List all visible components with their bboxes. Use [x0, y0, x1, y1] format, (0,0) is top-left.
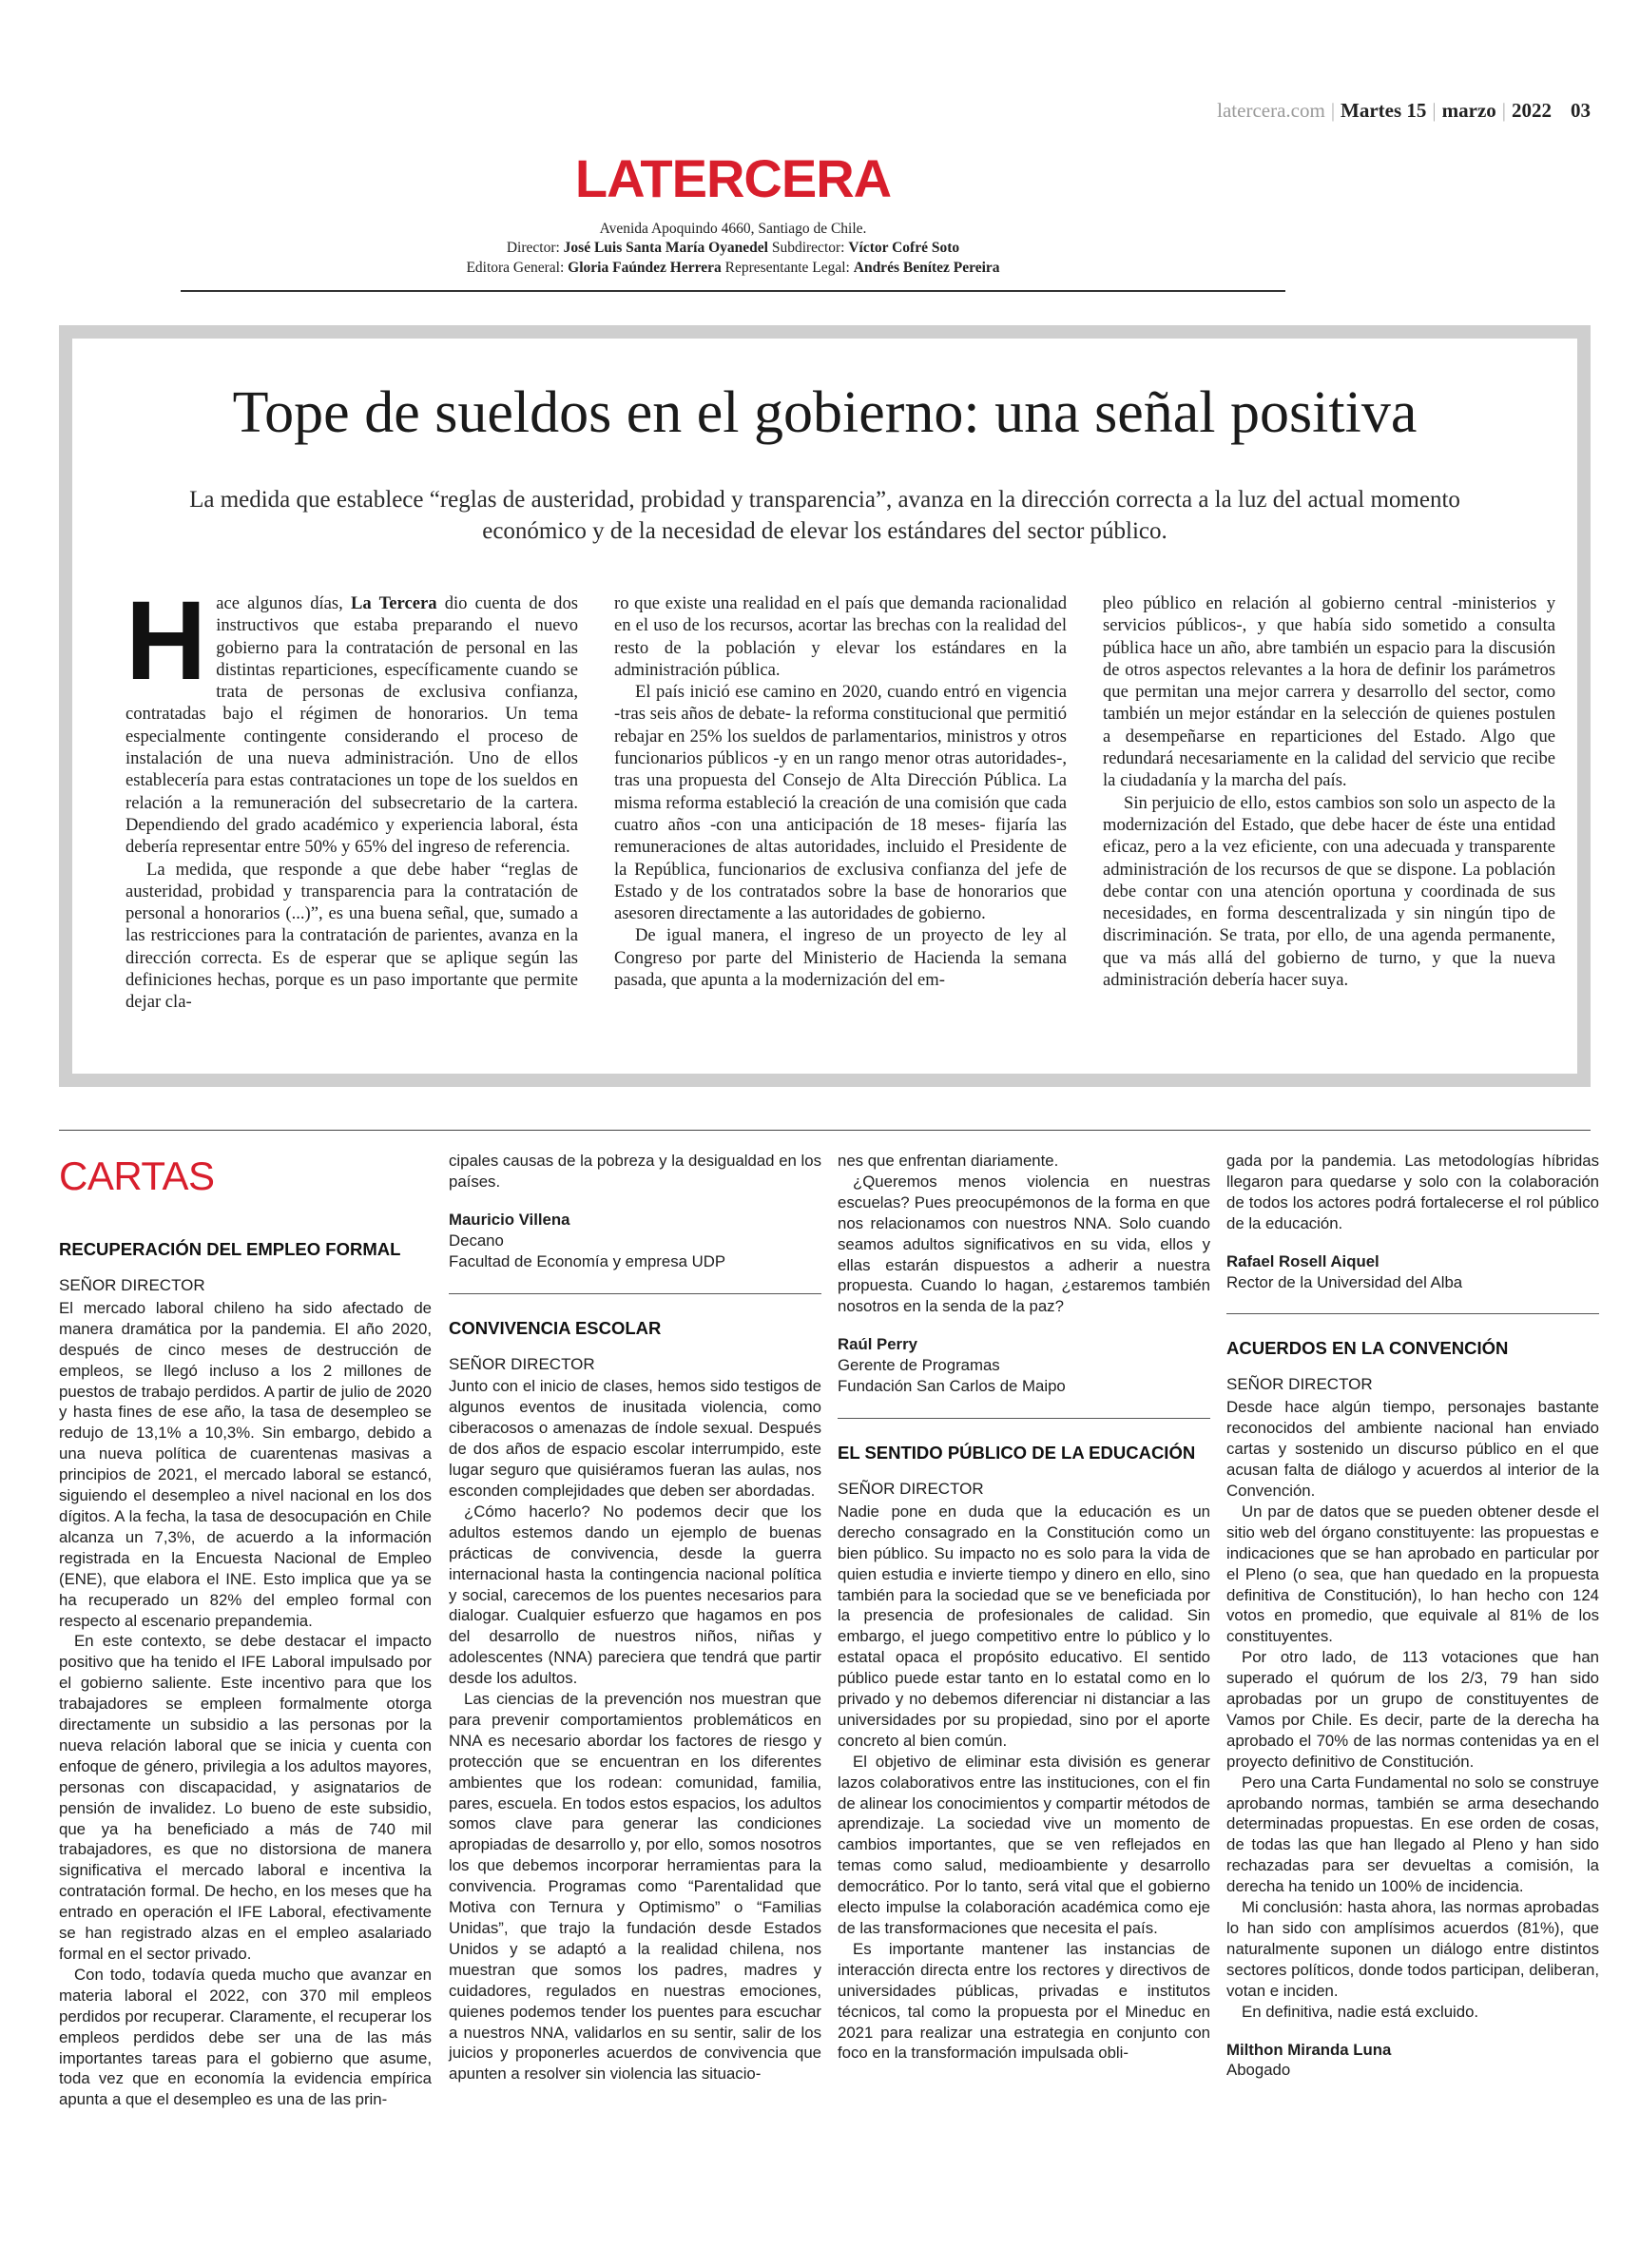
letter-paragraph: Con todo, todavía queda mucho que avanzar en materia laboral el 2022, con 370 mil empleos perdidos por recuperar. Claramente, el recuperar los empleos perdidos debe ser una de las más importantes tareas para el gobierno que asume, toda vez que en economía la evidencia empírica apunta a que el desempleo es una de las prin- [59, 1965, 432, 2109]
editorial-text: ace algunos días, [216, 593, 352, 613]
letter-paragraph: En definitiva, nadie está excluido. [1242, 2002, 1479, 2021]
letter-paragraph: El mercado laboral chileno ha sido afectado de manera dramática por la pandemia. El año 2020, después de cinco meses de destrucción de empleos, se llegó incluso a los 2 millones de puestos de trabajo perdidos. A partir de julio de 2020 y hasta fines de ese año, la tasa de desempleo se redujo de 13,1% a 10,3%. Sin embargo, debido a una nueva política de cuarentenas masivas a principios de 2021, el mercado laboral se estancó, siguiendo el desempleo a nivel nacional en los dos dígitos. A la fecha, la tasa de desocupación en Chile alcanza un 7,3%, de acuerdo a la información registrada en la Encuesta Nacional de Empleo (ENE), que elabora el INE. Esto implica que ya se ha recuperado un 82% del empleo formal con respecto al escenario prepandemia. [59, 1298, 432, 1630]
editorial-paragraph: De igual manera, el ingreso de un proyecto de ley al Congreso por parte del Ministerio de Hacienda la semana pasada, que apunta a la modernización del em- [614, 925, 1067, 991]
legal-name: Andrés Benítez Pereira [853, 260, 1000, 276]
editorial-paragraph: ro que existe una realidad en el país que demanda racionalidad en el uso de los recursos, acortar las brechas con la realidad del resto de la población y elevar los estándares en la administración pública. [614, 593, 1067, 680]
letter-salutation: SEÑOR DIRECTOR [1226, 1375, 1373, 1394]
cartas-section-title: CARTAS [59, 1153, 215, 1198]
letter-signature: Mauricio Villena [449, 1210, 570, 1229]
letters-column-3 [838, 1151, 1210, 2064]
letter-heading: RECUPERACIÓN DEL EMPLEO FORMAL [59, 1239, 401, 1259]
staff-line-1 [181, 238, 1285, 258]
letter-paragraph: Nadie pone en duda que la educación es un derecho consagrado en la Constitución como un bien público. Su impacto no es solo para la vida de quien estudia e invierte tiempo y dinero en ello, sino también para la sociedad que se ve beneficiada por la presencia de profesionales de calidad. Sin embargo, el juego competitivo entre lo público y lo estatal opaca el propósito educativo. El sentido público puede estar tanto en lo estatal como en lo privado y no debemos diferenciar ni distanciar a las universidades por su propiedad, sino por el aporte concreto al bien común. [838, 1502, 1210, 1750]
letter-paragraph: Junto con el inicio de clases, hemos sido testigos de algunos eventos de inusitada violencia, como ciberacosos o amenazas de índole sexual. Después de dos años de espacio escolar interrumpido, este lugar seguro que quisiéramos fueran las aulas, nos esconden complejidades que deben ser abordadas. [449, 1377, 821, 1500]
letter-heading: CONVIVENCIA ESCOLAR [449, 1317, 662, 1338]
editorial-paragraph: El país inició ese camino en 2020, cuando entró en vigencia -tras seis años de debate- la reforma constitucional que permitió rebajar en 25% los sueldos de parlamentarios, ministros y otros funcionarios públicos -y en un rango menor otras autoridades-, tras una propuesta del Consejo de Alta Dirección Pública. La misma reforma estableció la creación de una comisión que cada cuatro años -con una anticipación de 18 meses- fijaría las remuneraciones de altas autoridades, incluido el Presidente de la República, funcionarios de exclusiva confianza del jefe de Estado y de los contratados sobre la base de honorarios que asesoren directamente a las autoridades de gobierno. [614, 682, 1067, 924]
editorial-box [72, 339, 1577, 1074]
letter-paragraph: Pero una Carta Fundamental no solo se construye aprobando normas, también se arma desechando determinadas propuestas. En ese orden de cosas, de todas las que han llegado al Pleno y han sido rechazadas para ser devueltas a comisión, la derecha ha tenido un 100% de incidencia. [1226, 1773, 1599, 1896]
staff-line-2 [181, 258, 1285, 278]
folio-day: Martes 15 [1341, 99, 1427, 122]
letter-paragraph: Por otro lado, de 113 votaciones que han superado el quórum de los 2/3, 79 han sido aprobadas por un grupo de constituyentes de Vamos por Chile. Es decir, parte de la derecha ha aprobado el 70% de las normas contenidas ya en el proyecto definitivo de Constitución. [1226, 1648, 1599, 1771]
subdirector-label: Subdirector: [771, 240, 845, 256]
letters-column-4 [1226, 1151, 1599, 2081]
signer-affiliation: Facultad de Economía y empresa UDP [449, 1251, 726, 1270]
letter-paragraph: Las ciencias de la prevención nos muestran que para prevenir comportamientos problemáticos en NNA es necesario abordar los factores de riesgo y protección que se encuentran en los diferentes ambientes que los rodean: comunidad, familia, pares, escuela. En todos estos espacios, los adultos somos clave para generar las condiciones apropiadas de desarrollo y, por ello, somos nosotros los que debemos incorporar herramientas para la convivencia. Programas como “Parentalidad que Motiva con Ternura y Optimismo” o “Familias Unidas”, que trajo la fundación desde Estados Unidos y se adaptó a la realidad chilena, nos muestran que somos los padres, madres y cuidadores, regulados en nuestras emociones, quienes podemos tender los puentes para escuchar a nuestros NNA, validarlos en su sentir, salir de los juicios y proponerles acuerdos de convivencia que apunten a resolver sin violencia las situacio- [449, 1690, 821, 2084]
cartas-divider [59, 1130, 1591, 1131]
editorial-column-1 [125, 578, 578, 1014]
page-folio [1217, 99, 1591, 123]
letter-salutation: SEÑOR DIRECTOR [838, 1479, 984, 1498]
masthead [181, 148, 1285, 278]
letter-heading: ACUERDOS EN LA CONVENCIÓN [1226, 1338, 1509, 1359]
page-number: 03 [1571, 99, 1591, 122]
letters-column-1 [59, 1238, 432, 2110]
editor-label: Editora General: [466, 260, 565, 276]
subdirector-name: Víctor Cofré Soto [848, 240, 960, 256]
editorial-paragraph: Sin perjuicio de ello, estos cambios son solo un aspecto de la modernización del Estado, que debe hacer de éste una entidad eficaz, pero a la vez eficiente, con una adecuada y transparente administración de los recursos de que se dispone. La población debe contar con una atención oportuna y coordinada de sus necesidades, en forma descentralizada y sin ningún tipo de discriminación. Se trata, por ello, de una agenda permanente, que va más allá del gobierno de turno, y que la nueva administración debería hacer suya. [1103, 792, 1555, 991]
signer-affiliation: Fundación San Carlos de Maipo [838, 1377, 1066, 1396]
site-url[interactable]: latercera.com [1217, 99, 1325, 122]
legal-label: Representante Legal: [724, 260, 850, 276]
letter-paragraph: Es importante mantener las instancias de interacción directa entre los rectores y directivos de universidades públicas, privadas e institutos técnicos, tal como la propuesta por el Mineduc en 2021 para realizar una estrategia en conjunto con foco en la transformación impulsada obli- [838, 1939, 1210, 2063]
letter-signature: Raúl Perry [838, 1335, 917, 1354]
letter-divider [449, 1293, 821, 1294]
signer-role: Gerente de Programas [838, 1356, 1000, 1375]
letter-paragraph: Mi conclusión: hasta ahora, las normas aprobadas lo han sido con amplísimos acuerdos (81%), que naturalmente suponen un diálogo entre distintos sectores políticos, donde todos participan, deliberan, votan e inciden. [1226, 1898, 1599, 2000]
editorial-deck: La medida que establece “reglas de austeridad, probidad y transparencia”, avanza en la dirección correcta a la luz del actual momento económico y de la necesidad de elevar los estándares del sector público. [189, 487, 1460, 544]
folio-separator: | [1432, 99, 1437, 122]
folio-month: marzo [1441, 99, 1496, 122]
letter-signature: Rafael Rosell Aiquel [1226, 1251, 1380, 1270]
letter-salutation: SEÑOR DIRECTOR [449, 1354, 595, 1373]
director-label: Director: [506, 240, 560, 256]
letter-paragraph: ¿Cómo hacerlo? No podemos decir que los adultos estemos dando un ejemplo de buenas prácticas de convivencia, desde la guerra internacional hasta la contingencia nacional política y social, carecemos de los puentes necesarios para dialogar. Cualquier esfuerzo que hagamos en pos del desarrollo de nuestros niños, niñas y adolescentes (NNA) pareciera que tendrá que partir desde los adultos. [449, 1502, 821, 1688]
signer-role: Abogado [1226, 2061, 1291, 2080]
newspaper-address: Avenida Apoquindo 4660, Santiago de Chile. [599, 221, 867, 237]
editorial-paragraph [125, 578, 578, 859]
letter-divider [838, 1418, 1210, 1419]
folio-separator: | [1330, 99, 1336, 122]
director-name: José Luis Santa María Oyanedel [563, 240, 768, 256]
signer-role: Rector de la Universidad del Alba [1226, 1272, 1463, 1291]
letter-divider [1226, 1313, 1599, 1314]
editor-name: Gloria Faúndez Herrera [568, 260, 722, 276]
newspaper-name-mention: La Tercera [351, 593, 437, 613]
letter-paragraph: gada por la pandemia. Las metodologías híbridas llegaron para quedarse y solo con la colaboración de todos los actores podrá fortalecerse el rol público de la educación. [1226, 1152, 1599, 1232]
editorial-headline: Tope de sueldos en el gobierno: una señal positiva [232, 380, 1418, 445]
folio-year: 2022 [1512, 99, 1552, 122]
editorial-column-3 [1103, 592, 1555, 991]
editorial-paragraph: La medida, que responde a que debe haber “reglas de austeridad, probidad y transparencia para la contratación de personal a honorarios (...)”, es una buena señal, que, sumado a las restricciones para la contratación de parientes, avanza en la dirección correcta. Es de esperar que se aplique según las definiciones hechas, porque es un paso importante que permite dejar cla- [125, 859, 578, 1013]
letter-heading: EL SENTIDO PÚBLICO DE LA EDUCACIÓN [838, 1442, 1196, 1463]
letter-paragraph: ¿Queremos menos violencia en nuestras escuelas? Pues preocupémonos de la forma en que nos relacionamos con nuestros NNA. Solo cuando seamos adultos significativos en su vida, ellos y ellas estarán dispuestos a adherir a nuestra propuesta. Cuando lo hagan, ¿estaremos también nosotros en la senda de la paz? [838, 1172, 1210, 1316]
editorial-paragraph: pleo público en relación al gobierno central -ministerios y servicios públicos-, y que había sido sometido a consulta pública hace un año, abre también un espacio para la discusión de otros aspectos relevantes a la hora de definir los parámetros que permitan una mejor carrera y desarrollo del sector, como también un mejor estándar en la selección de quienes postulen a desempeñarse en reparticiones del Estado. Algo que redundará necesariamente en la calidad del servicio que recibe la ciudadanía y la marcha del país. [1103, 593, 1555, 791]
letter-paragraph: nes que enfrentan diariamente. [838, 1152, 1059, 1170]
signer-role: Decano [449, 1231, 504, 1250]
letter-paragraph: cipales causas de la pobreza y la desigualdad en los países. [449, 1152, 821, 1191]
masthead-divider [181, 290, 1285, 292]
editorial-text: dio cuenta de dos instructivos que estaba preparando el nuevo gobierno para la contratación de personal en las distintas reparticiones, específicamente cuando se trata de personas de exclusiva confianza, contratadas bajo el régimen de honorarios. Un tema especialmente contingente considerando el proceso de instalación de una nueva administración. Uno de ellos establecería para estas contrataciones un tope de los sueldos en relación a la remuneración del subsecretario de la cartera. Dependiendo del grado académico y experiencia laboral, ésta debería representar entre 50% y 65% del ingreso de referencia. [125, 593, 578, 858]
letter-salutation: SEÑOR DIRECTOR [59, 1276, 205, 1294]
dropcap: H [125, 578, 207, 704]
letter-paragraph: En este contexto, se debe destacar el impacto positivo que ha tenido el IFE Laboral impulsado por el gobierno saliente. Este incentivo para que los trabajadores se empleen formalmente otorga directamente un subsidio a las personas por la nueva relación laboral que se inicia y cuenta con enfoque de género, privilegia a los adultos mayores, personas con discapacidad, y asignatarios de pensión de invalidez. Lo bueno de este subsidio, que ya ha beneficiado a más de 740 mil trabajadores, es que no distorsiona de manera significativa el mercado laboral e incentiva la contratación formal. De hecho, en los meses que ha entrado en operación el IFE Laboral, efectivamente se han registrado alzas en el empleo asalariado formal en el sector privado. [59, 1632, 432, 1963]
letter-signature: Milthon Miranda Luna [1226, 2040, 1392, 2059]
folio-separator: | [1501, 99, 1506, 122]
letter-paragraph: El objetivo de eliminar esta división es generar lazos colaborativos entre las instituciones, con el fin de alinear los conocimientos y compartir métodos de aprendizaje. La sociedad vive un momento de cambios importantes, que se ven reflejados en temas como salud, medioambiente y desarrollo democrático. Por lo tanto, será vital que el gobierno electo impulse la colaboración académica como eje de las transformaciones que necesita el país. [838, 1752, 1210, 1937]
editorial-frame [59, 325, 1591, 1087]
letter-paragraph: Un par de datos que se pueden obtener desde el sitio web del órgano constituyente: las propuestas e indicaciones que se han aprobado en particular por el Pleno (o sea, que han quedado en la propuesta definitiva de Constitución), lo han hecho con 124 votos en promedio, que equivale al 81% de los constituyentes. [1226, 1502, 1599, 1646]
newspaper-logo: LATERCERA [574, 148, 892, 208]
letter-paragraph: Desde hace algún tiempo, personajes bastante reconocidos del ambiente nacional han enviado cartas y sostenido un discurso público en el que acusan falta de diálogo y acuerdos al interior de la Convención. [1226, 1398, 1599, 1500]
editorial-column-2 [614, 592, 1067, 991]
letters-column-2 [449, 1151, 821, 2084]
